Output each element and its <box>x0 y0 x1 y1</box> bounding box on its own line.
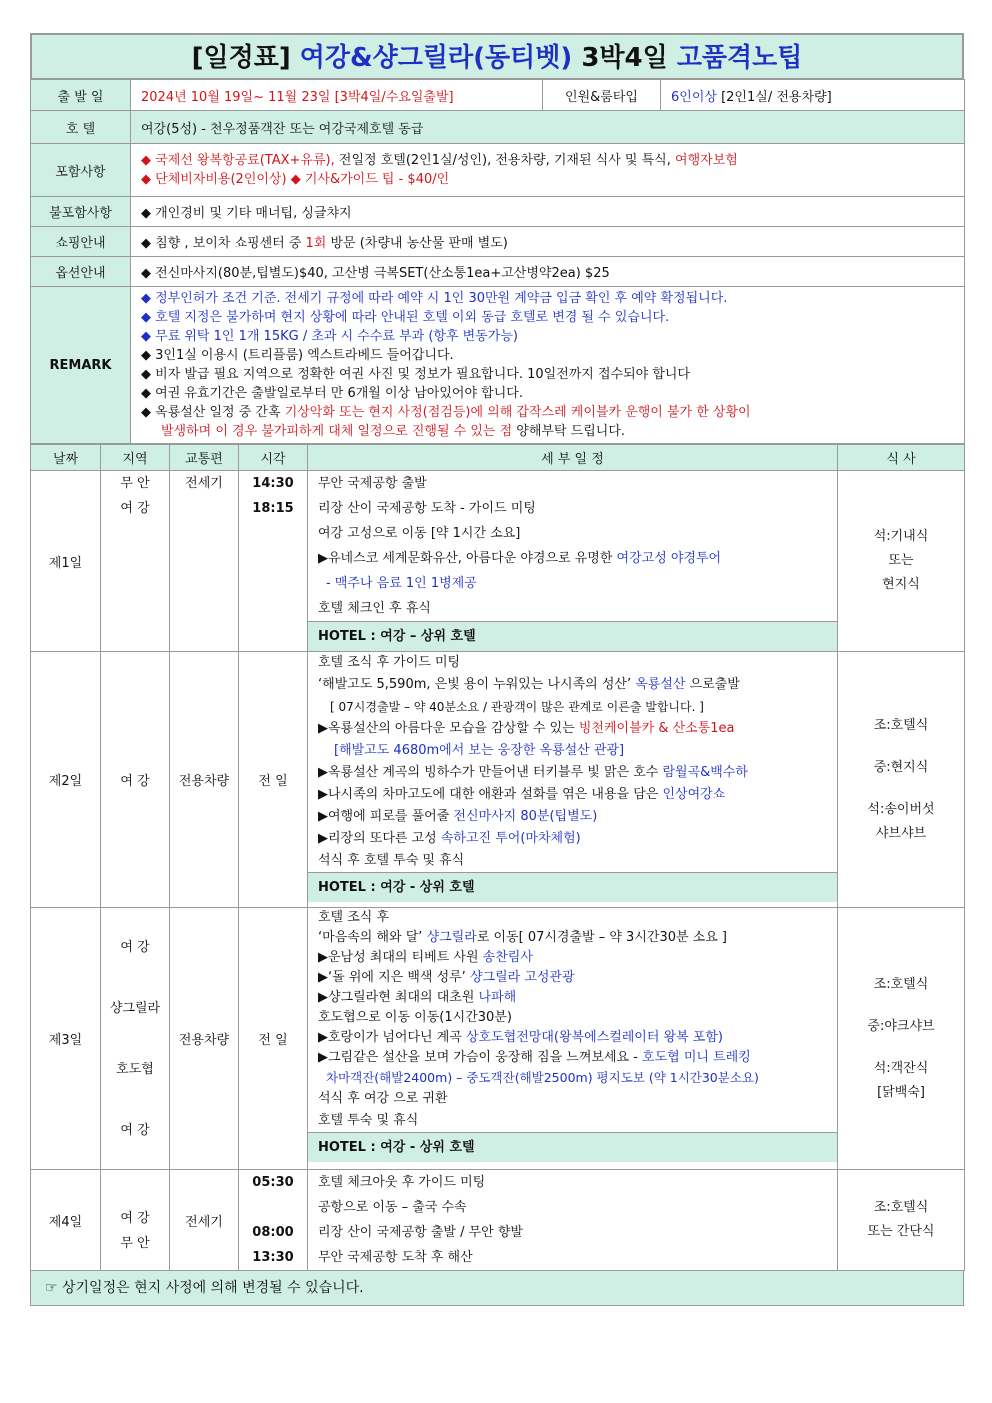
day1-label: 제1일 <box>31 471 101 652</box>
day2-line-7 <box>308 784 837 806</box>
option-label: 옵션안내 <box>31 257 131 287</box>
day2-line-3: [ 07시경출발 – 약 40분소요 / 관광객이 많은 관계로 이른출 발합니다. ] <box>330 700 704 714</box>
day3-meal-2: 중:야크샤브 <box>867 1018 935 1034</box>
day1-line-2: 리장 산이 국제공항 도착 - 가이드 미팅 <box>318 501 536 516</box>
included-label: 포함사항 <box>31 144 131 197</box>
day3-time: 전 일 <box>239 908 308 1170</box>
day1-night-tour: 여강고성 야경투어 <box>616 551 722 566</box>
day1-line-4-a: ▶유네스코 세계문화유산, 아름다운 야경으로 유명한 <box>318 551 617 566</box>
hotel-label: 호 텔 <box>31 111 131 144</box>
remark-5: ◆ 비자 발급 필요 지역으로 정확한 여권 사진 및 정보가 필요합니다. 10일전까지 접수되야 합니다 <box>141 367 691 382</box>
schedule-table <box>30 444 965 1271</box>
hotel-row <box>31 111 965 144</box>
day3-line-2 <box>308 928 837 948</box>
title-route: 여강&샹그릴라(동티벳) <box>299 43 573 73</box>
day2-line-2-c: 으로출발 <box>685 677 740 692</box>
day3-meal <box>838 908 965 1170</box>
day2-hotel: HOTEL : 여강 - 상위 호텔 <box>308 872 837 902</box>
remark-1: ◆ 정부인허가 조건 기준. 전세기 규정에 따라 예약 시 1인 30만원 계약금 입금 확인 후 예약 확정됩니다. <box>141 291 728 306</box>
day4-line-1: 호텔 체크아웃 후 가이드 미팅 <box>318 1175 486 1190</box>
day1-transport <box>170 471 239 652</box>
header-date: 날짜 <box>31 445 101 471</box>
day2-line-10: 석식 후 호텔 투숙 및 휴식 <box>318 853 465 868</box>
day3-old-town: 샹그릴라 고성관광 <box>469 970 575 985</box>
remark-7-a: ◆ 옥룡설산 일정 중 간혹 <box>141 405 285 420</box>
day1-row <box>31 471 965 652</box>
day1-region-1: 무 안 <box>120 476 150 491</box>
day1-time-1: 14:30 <box>252 476 294 491</box>
day2-massage: 전신마사지 80분(팁별도) <box>453 809 598 824</box>
day2-line-8-a: ▶여행에 피로를 풀어줄 <box>318 809 454 824</box>
day3-row <box>31 908 965 1170</box>
day4-region <box>101 1170 170 1271</box>
title-duration: 3박4일 <box>581 43 668 73</box>
remark-7-b: 기상악화 또는 현지 사정(점검등)에 의해 갑작스레 케이블카 운행이 불가 한 상황이 <box>284 405 751 420</box>
day2-line-8 <box>308 806 837 828</box>
day4-region-1: 여 강 <box>120 1211 150 1226</box>
day4-line-2: 공항으로 이동 – 출국 수속 <box>318 1200 467 1215</box>
day4-line-4: 무안 국제공항 도착 후 해산 <box>318 1250 473 1265</box>
day1-hotel: HOTEL : 여강 – 상위 호텔 <box>308 621 837 651</box>
day1-detail <box>308 471 838 652</box>
included-value <box>131 144 965 197</box>
day2-meal-1: 조:호텔식 <box>873 717 929 733</box>
shopping-text-c: 방문 (차량내 농산물 판매 별도) <box>326 236 508 251</box>
day3-line-5-a: ▶샹그릴라현 최대의 대초원 <box>318 990 479 1005</box>
day3-region-3: 호도협 <box>116 1061 154 1077</box>
day2-jade-dragon: 옥룡설산 <box>635 677 686 692</box>
day4-detail <box>308 1170 838 1271</box>
departure-value: 2024년 10월 19일~ 11월 23일 [3박4일/수요일출발] <box>131 80 543 111</box>
people-room: [2인1실/ 전용차량] <box>721 89 832 105</box>
day4-meal-2: 또는 간단식 <box>867 1224 935 1239</box>
day2-detail <box>308 652 838 908</box>
day2-line-5: [해발고도 4680m에서 보는 웅장한 옥룡설산 관광] <box>334 743 625 758</box>
schedule-header <box>31 445 965 471</box>
day2-line-9 <box>308 828 837 850</box>
day2-meal-4: 샤브샤브 <box>875 825 927 841</box>
day1-time-2: 18:15 <box>252 501 294 516</box>
included-tip: ◆ 기사&가이드 팁 - $40/인 <box>290 172 450 187</box>
shopping-label: 쇼핑안내 <box>31 227 131 257</box>
hotel-value: 여강(5성) - 천우정품객잔 또는 여강국제호텔 동급 <box>131 111 965 144</box>
day2-meal-2: 중:현지식 <box>873 759 929 775</box>
header-meal: 식 사 <box>838 445 965 471</box>
header-transport: 교통편 <box>170 445 239 471</box>
remark-row <box>31 287 965 444</box>
day2-meal <box>838 652 965 908</box>
day3-region-2: 샹그릴라 <box>109 1000 161 1016</box>
remark-label: REMARK <box>31 287 131 444</box>
day2-region: 여 강 <box>101 652 170 908</box>
excluded-row <box>31 197 965 227</box>
day3-meal-3: 석:객잔식 <box>873 1060 929 1076</box>
day1-meal-3: 현지식 <box>882 577 920 592</box>
shopping-value <box>131 227 965 257</box>
header-detail: 세 부 일 정 <box>308 445 838 471</box>
included-airfare: ◆ 국제선 왕복항공료(TAX+유류), <box>141 153 335 168</box>
day2-line-6-a: ▶옥룡설산 계곡의 빙하수가 만들어낸 터키블루 빛 맑은 호수 <box>318 765 663 780</box>
day3-trekking: 호도협 미니 트레킹 <box>642 1050 751 1065</box>
day3-monastery: 송찬림사 <box>482 950 533 965</box>
day1-meal-2: 또는 <box>888 553 914 568</box>
title-tag: 고품격노팁 <box>676 43 803 73</box>
day2-old-town: 속하고진 투어(마차체험) <box>440 831 581 846</box>
day3-meal-1: 조:호텔식 <box>873 976 929 992</box>
day2-lake: 람월곡&백수하 <box>662 765 748 780</box>
day4-time-1: 05:30 <box>252 1175 294 1190</box>
day3-shangrila: 샹그릴라 <box>426 930 477 945</box>
day3-line-4 <box>308 968 837 988</box>
departure-label: 출 발 일 <box>31 80 131 111</box>
header-time: 시각 <box>239 445 308 471</box>
day1-region-2: 여 강 <box>120 501 150 516</box>
day4-time-3: 13:30 <box>252 1250 294 1265</box>
day4-row <box>31 1170 965 1271</box>
day3-line-2-a: ‘마음속의 해와 달’ <box>318 930 427 945</box>
day1-line-3: 여강 고성으로 이동 [약 1시간 소요] <box>318 526 521 541</box>
people-min: 6인이상 <box>671 89 717 105</box>
day3-line-3 <box>308 948 837 968</box>
day3-region-4: 여 강 <box>120 1122 150 1138</box>
day1-region <box>101 471 170 652</box>
people-label: 인원&룸타입 <box>543 80 661 111</box>
day4-region-2: 무 안 <box>120 1236 150 1251</box>
day2-line-9-a: ▶리장의 또다른 고성 <box>318 831 441 846</box>
day1-transport-text: 전세기 <box>185 476 223 491</box>
day3-hotel: HOTEL : 여강 - 상위 호텔 <box>308 1132 837 1162</box>
itinerary-sheet <box>30 33 964 1306</box>
remark-7 <box>141 403 964 422</box>
day3-line-9: 차마객잔(해발2400m) – 중도객잔(해발2500m) 평지도보 (약 1시간30분소요) <box>326 1070 759 1085</box>
day1-line-5: - 맥주나 음료 1인 1병제공 <box>326 576 477 591</box>
day3-observatory: 상호도협전망대(왕복에스컬레이터 왕복 포함) <box>465 1030 723 1045</box>
excluded-value: ◆ 개인경비 및 기타 매너팁, 싱글챠지 <box>131 197 965 227</box>
day1-time <box>239 471 308 652</box>
shopping-text-a: ◆ 침향 , 보이차 쇼핑센터 중 <box>141 236 306 251</box>
day3-label: 제3일 <box>31 908 101 1170</box>
day2-show: 인상여강쇼 <box>662 787 726 802</box>
header-region: 지역 <box>101 445 170 471</box>
day3-line-10: 석식 후 여강 으로 귀환 <box>318 1091 448 1106</box>
day3-line-11: 호텔 투숙 및 휴식 <box>318 1113 419 1128</box>
day3-line-7-a: ▶호랑이가 넘어다닌 계곡 <box>318 1030 466 1045</box>
day3-meal-4: [닭백숙] <box>877 1084 925 1100</box>
day4-line-3: 리장 산이 국제공항 출발 / 무안 향발 <box>318 1225 523 1240</box>
day3-line-8 <box>308 1048 837 1068</box>
included-visa: ◆ 단체비자비용(2인이상) <box>141 172 287 187</box>
day3-line-3-a: ▶운남성 최대의 티베트 사원 <box>318 950 483 965</box>
remark-2: ◆ 호텔 지정은 불가하며 현지 상황에 따라 안내된 호텔 이외 동급 호텔로 변경 될 수 있습니다. <box>141 310 670 325</box>
day4-time <box>239 1170 308 1271</box>
remark-4: ◆ 3인1실 이용시 (트리플룸) 엑스트라베드 들어갑니다. <box>141 348 454 363</box>
day2-row <box>31 652 965 908</box>
day3-region-1: 여 강 <box>120 939 150 955</box>
day4-time-2: 08:00 <box>252 1225 294 1240</box>
day2-line-2-a: ‘해발고도 5,590m, 은빛 용이 누워있는 나시족의 성산’ <box>318 677 636 692</box>
day3-transport: 전용차량 <box>170 908 239 1170</box>
day1-line-6: 호텔 체크인 후 휴식 <box>318 601 431 616</box>
shopping-count: 1회 <box>305 236 327 251</box>
day3-region <box>101 908 170 1170</box>
day3-line-4-a: ▶‘돌 위에 지은 백색 성루’ <box>318 970 470 985</box>
remark-8-a: 발생하며 이 경우 불가피하게 대체 일정으로 진행될 수 있는 점 <box>161 424 513 439</box>
day2-time: 전 일 <box>239 652 308 908</box>
remark-6: ◆ 여권 유효기간은 출발일로부터 만 6개월 이상 남아있어야 합니다. <box>141 386 523 401</box>
people-value <box>661 80 965 111</box>
remark-3: ◆ 무료 위탁 1인 1개 15KG / 초과 시 수수료 부과 (항후 변동가능) <box>141 329 518 344</box>
included-insurance: 여행자보험 <box>675 153 738 168</box>
day3-line-2-c: 로 이동[ 07시경출발 – 약 3시간30분 소요 ] <box>476 930 727 945</box>
title-prefix: [일정표] <box>191 43 291 73</box>
info-table <box>30 79 965 444</box>
included-hotel: 전일정 호텔(2인1실/성인), 전용차량, 기재된 식사 및 특식, <box>338 153 671 168</box>
day1-meal-1: 석:기내식 <box>873 529 929 544</box>
day1-line-4 <box>308 546 837 571</box>
day3-line-7 <box>308 1028 837 1048</box>
day3-line-1: 호텔 조식 후 <box>318 910 390 925</box>
remark-8 <box>141 422 964 441</box>
day3-detail <box>308 908 838 1170</box>
day2-line-4-a: ▶옥룡설산의 아름다운 모습을 감상할 수 있는 <box>318 721 579 736</box>
page-title <box>30 33 964 79</box>
day2-meal-3: 석:송이버섯 <box>867 801 935 817</box>
remark-8-b: 양해부탁 드립니다. <box>512 424 626 439</box>
day2-line-4 <box>308 718 837 740</box>
day1-meal <box>838 471 965 652</box>
day4-transport: 전세기 <box>170 1170 239 1271</box>
shopping-row <box>31 227 965 257</box>
day2-line-7-a: ▶나시족의 차마고도에 대한 애환과 설화를 엮은 내용을 담은 <box>318 787 663 802</box>
footer-note: ☞ 상기일정은 현지 사정에 의해 변경될 수 있습니다. <box>30 1271 964 1306</box>
day4-meal-1: 조:호텔식 <box>873 1200 929 1215</box>
day2-line-1: 호텔 조식 후 가이드 미팅 <box>318 655 461 670</box>
day3-line-5 <box>308 988 837 1008</box>
day2-cable-car: 빙천케이블카 & 산소통1ea <box>578 721 735 736</box>
day3-line-6: 호도협으로 이동 이동(1시간30분) <box>318 1010 512 1025</box>
day1-line-1: 무안 국제공항 출발 <box>318 476 427 491</box>
included-row <box>31 144 965 197</box>
day2-line-6 <box>308 762 837 784</box>
day3-line-8-a: ▶그림같은 설산을 보며 가슴이 웅장해 짐을 느껴보세요 - <box>318 1050 643 1065</box>
day2-transport: 전용차량 <box>170 652 239 908</box>
option-value: ◆ 전신마사지(80분,팁별도)$40, 고산병 극복SET(산소통1ea+고산병약2ea) $25 <box>131 257 965 287</box>
day4-label: 제4일 <box>31 1170 101 1271</box>
day4-meal <box>838 1170 965 1271</box>
day3-napahai: 나파해 <box>478 990 517 1005</box>
excluded-label: 불포함사항 <box>31 197 131 227</box>
option-row <box>31 257 965 287</box>
departure-row <box>31 80 965 111</box>
remark-value <box>131 287 965 444</box>
day2-line-2 <box>308 674 837 696</box>
day2-label: 제2일 <box>31 652 101 908</box>
